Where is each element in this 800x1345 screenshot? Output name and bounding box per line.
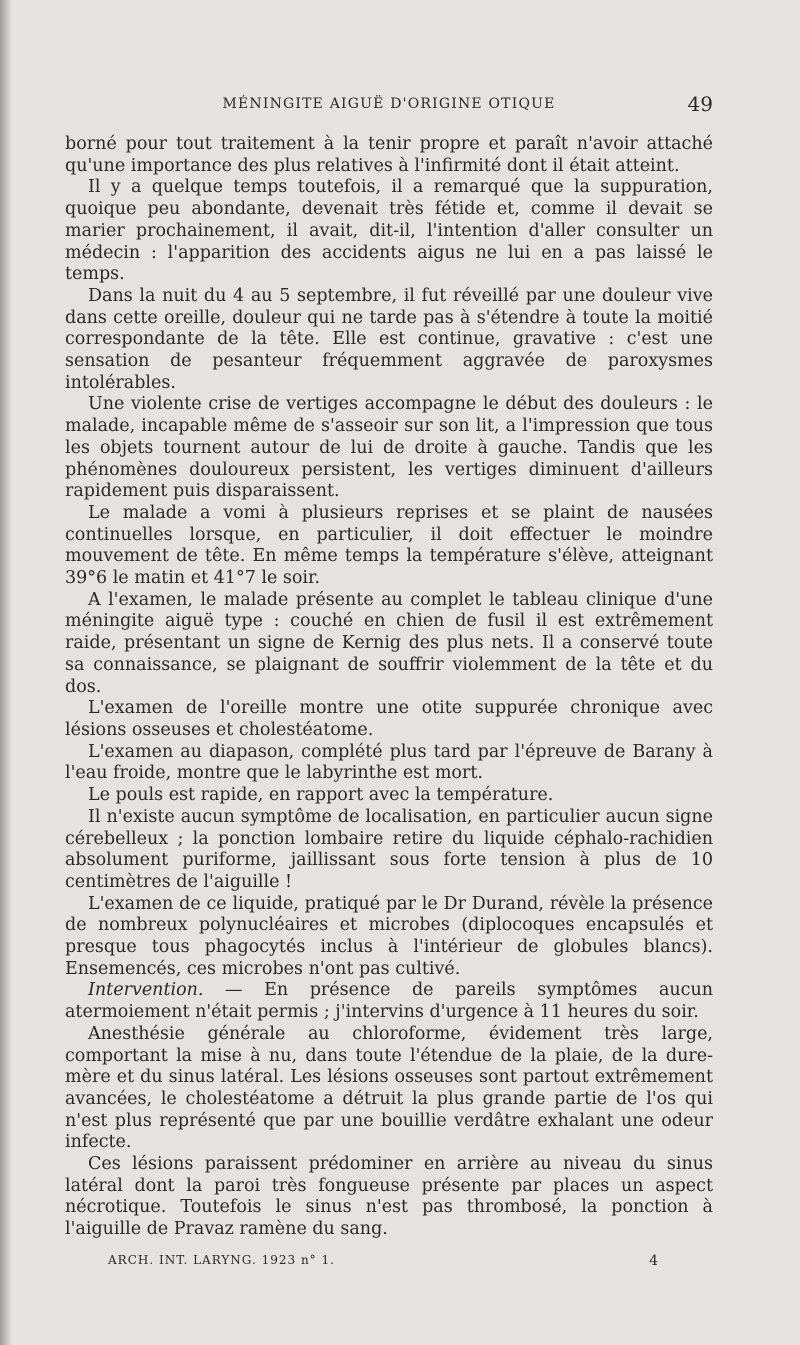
paragraph: borné pour tout traitement à la tenir propre et paraît n'avoir attaché qu'une importance des plus relatives à l'infirmité dont il était atteint.	[65, 134, 713, 176]
intervention-paragraph	[65, 980, 713, 1023]
paragraph: L'examen de l'oreille montre une otite suppurée chronique avec lésions osseuses et cholestéatome.	[65, 698, 713, 740]
intervention-text: — En présence de pareils symptômes aucun atermoiement n'était permis ; j'intervins d'urgence à 11 heures du soir.	[65, 980, 713, 1023]
paragraph: A l'examen, le malade présente au complet le tableau clinique d'une méningite aiguë type : couché en chien de fusil il est extrêmement raide, présentant un signe de Kernig des plus nets. Il a conservé toute sa connaissance, se plaignant de souffrir violemment de la tête et du dos.	[65, 589, 713, 697]
paragraph: Le pouls est rapide, en rapport avec la température.	[88, 785, 554, 806]
signature-mark: 4	[649, 1253, 658, 1269]
paragraph: L'examen de ce liquide, pratiqué par le Dr Durand, révèle la présence de nombreux polynucléaires et microbes (diplocoques encapsulés et presque tous phagocytés inclus à l'intérieur de globules blancs). Ensemencés, ces microbes n'ont pas cultivé.	[65, 893, 713, 979]
intervention-label: Intervention.	[88, 980, 204, 1001]
journal-reference: ARCH. INT. LARYNG. 1923 n° 1.	[108, 1253, 335, 1267]
article-body	[65, 134, 713, 1241]
page-binding-edge	[0, 0, 12, 1345]
page-header	[65, 94, 713, 118]
paragraph: L'examen au diapason, complété plus tard par l'épreuve de Barany à l'eau froide, montre que le labyrinthe est mort.	[65, 741, 713, 784]
paragraph: Une violente crise de vertiges accompagne le début des douleurs : le malade, incapable même de s'asseoir sur son lit, a l'impression que tous les objets tournent autour de lui de droite à gauche. Tandis que les phénomènes douloureux persistent, les vertiges diminuent d'ailleurs rapidement puis disparaissent.	[65, 394, 713, 502]
paragraph: Anesthésie générale au chloroforme, évidement très large, comportant la mise à nu, dans toute l'étendue de la plaie, de la dure-mère et du sinus latéral. Les lésions osseuses sont partout extrêmement avancées, le cholestéatome a détruit la plus grande partie de l'os qui n'est plus représenté que par une bouillie verdâtre exhalant une odeur infecte.	[65, 1023, 713, 1153]
paragraph: Le malade a vomi à plusieurs reprises et se plaint de nausées continuelles lorsque, en particulier, il doit effectuer le moindre mouvement de tête. En même temps la température s'élève, atteignant 39°6 le matin et 41°7 le soir.	[65, 502, 713, 589]
page-footer	[108, 1253, 658, 1273]
paragraph: Il y a quelque temps toutefois, il a remarqué que la suppuration, quoique peu abondante, devenait très fétide et, comme il devait se marier prochainement, il avait, dit-il, l'intention d'aller consulter un médecin : l'apparition des accidents aigus ne lui en a pas laissé le temps.	[65, 177, 713, 285]
paragraph: Il n'existe aucun symptôme de localisation, en particulier aucun signe cérebelleux ; la ponction lombaire retire du liquide céphalo-rachidien absolument puriforme, jaillissant sous forte tension à plus de 10 centimètres de l'aiguille !	[65, 806, 713, 892]
page-number: 49	[687, 92, 713, 116]
running-title: MÉNINGITE AIGUË D'ORIGINE OTIQUE	[222, 96, 556, 112]
paragraph: Ces lésions paraissent prédominer en arrière au niveau du sinus latéral dont la paroi très fongueuse présente par places un aspect nécrotique. Toutefois le sinus n'est pas thrombosé, la ponction à l'aiguille de Pravaz ramène du sang.	[65, 1154, 713, 1240]
paragraph: Dans la nuit du 4 au 5 septembre, il fut réveillé par une douleur vive dans cette oreille, douleur qui ne tarde pas à s'étendre à toute la moitié correspondante de la tête. Elle est continue, gravative : c'est une sensation de pesanteur fréquemment aggravée de paroxysmes intolérables.	[65, 285, 713, 393]
